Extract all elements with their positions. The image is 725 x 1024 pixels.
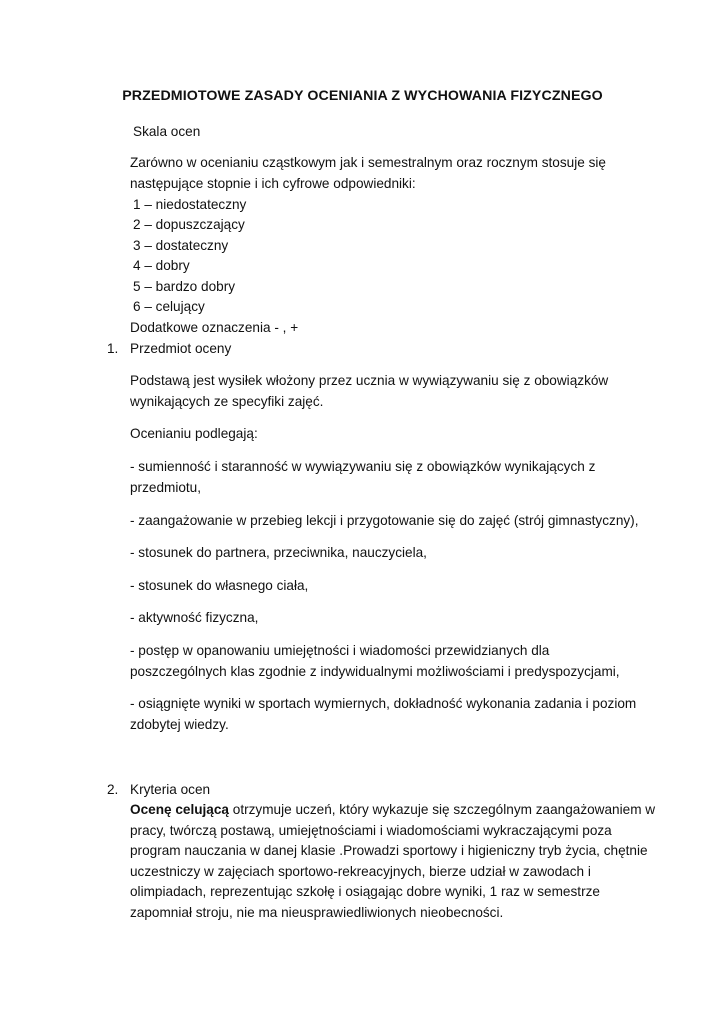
celujaca-label: Ocenę celującą [130,802,229,817]
celujaca-line-6: zapomniał stroju, nie ma nieusprawiedliwionych nieobecności. [130,905,504,920]
celujaca-line-4: uczestniczy w zajęciach sportowo-rekreacyjnych, bierze udział w zawodach i [130,864,591,879]
grade-item: 1 – niedostateczny [133,197,247,212]
extra-marks: Dodatkowe oznaczenia - , + [130,320,299,335]
grade-item: 3 – dostateczny [133,238,229,253]
section-2-heading: Kryteria ocen [130,782,211,797]
scale-heading: Skala ocen [133,124,201,139]
criteria-item-7-line-1: - osiągnięte wyniki w sportach wymiernych, dokładność wykonania zadania i poziom [130,696,637,711]
page-title: PRZEDMIOTOWE ZASADY OCENIANIA Z WYCHOWANIA FIZYCZNEGO [122,88,603,104]
subject-heading: Ocenianiu podlegają: [130,426,258,441]
criteria-item-3: - stosunek do partnera, przeciwnika, nauczyciela, [130,545,427,560]
celujaca-line-3: program nauczania w danej klasie .Prowadzi sportowy i higieniczny tryb życia, chętnie [130,843,648,858]
criteria-item-6-line-2: poszczególnych klas zgodnie z indywidualnymi możliwościami i predyspozycjami, [130,664,620,679]
section-2-number: 2. [107,782,119,797]
grade-item: 5 – bardzo dobry [133,279,236,294]
criteria-item-5: - aktywność fizyczna, [130,610,259,625]
celujaca-line-1-text: otrzymuje uczeń, który wykazuje się szczególnym zaangażowaniem w [229,802,656,817]
celujaca-line-1 [130,800,655,820]
basis-line-2: wynikających ze specyfiki zajęć. [130,394,324,409]
criteria-item-7-line-2: zdobytej wiedzy. [130,717,229,732]
criteria-item-4: - stosunek do własnego ciała, [130,578,309,593]
criteria-item-2: - zaangażowanie w przebieg lekcji i przygotowanie się do zajęć (strój gimnastyczny), [130,513,639,528]
grade-item: 6 – celujący [133,299,205,314]
criteria-item-1-line-2: przedmiotu, [130,480,202,495]
celujaca-line-5: olimpiadach, reprezentując szkołę i osiągając dobre wyniki, 1 raz w semestrze [130,884,600,899]
section-1-number: 1. [107,341,119,356]
criteria-item-1-line-1: - sumienność i staranność w wywiązywaniu się z obowiązków wynikających z [130,459,596,474]
section-1-heading: Przedmiot oceny [130,341,232,356]
intro-line-2: następujące stopnie i ich cyfrowe odpowiedniki: [130,176,416,191]
criteria-item-6-line-1: - postęp w opanowaniu umiejętności i wiadomości przewidzianych dla [130,643,550,658]
celujaca-line-2: pracy, twórczą postawą, umiejętnościami i wiadomościami wykraczającymi poza [130,823,612,838]
basis-line-1: Podstawą jest wysiłek włożony przez ucznia w wywiązywaniu się z obowiązków [130,373,609,388]
intro-line-1: Zarówno w ocenianiu cząstkowym jak i semestralnym oraz rocznym stosuje się [130,155,606,170]
grade-item: 2 – dopuszczający [133,217,245,232]
grade-item: 4 – dobry [133,258,190,273]
